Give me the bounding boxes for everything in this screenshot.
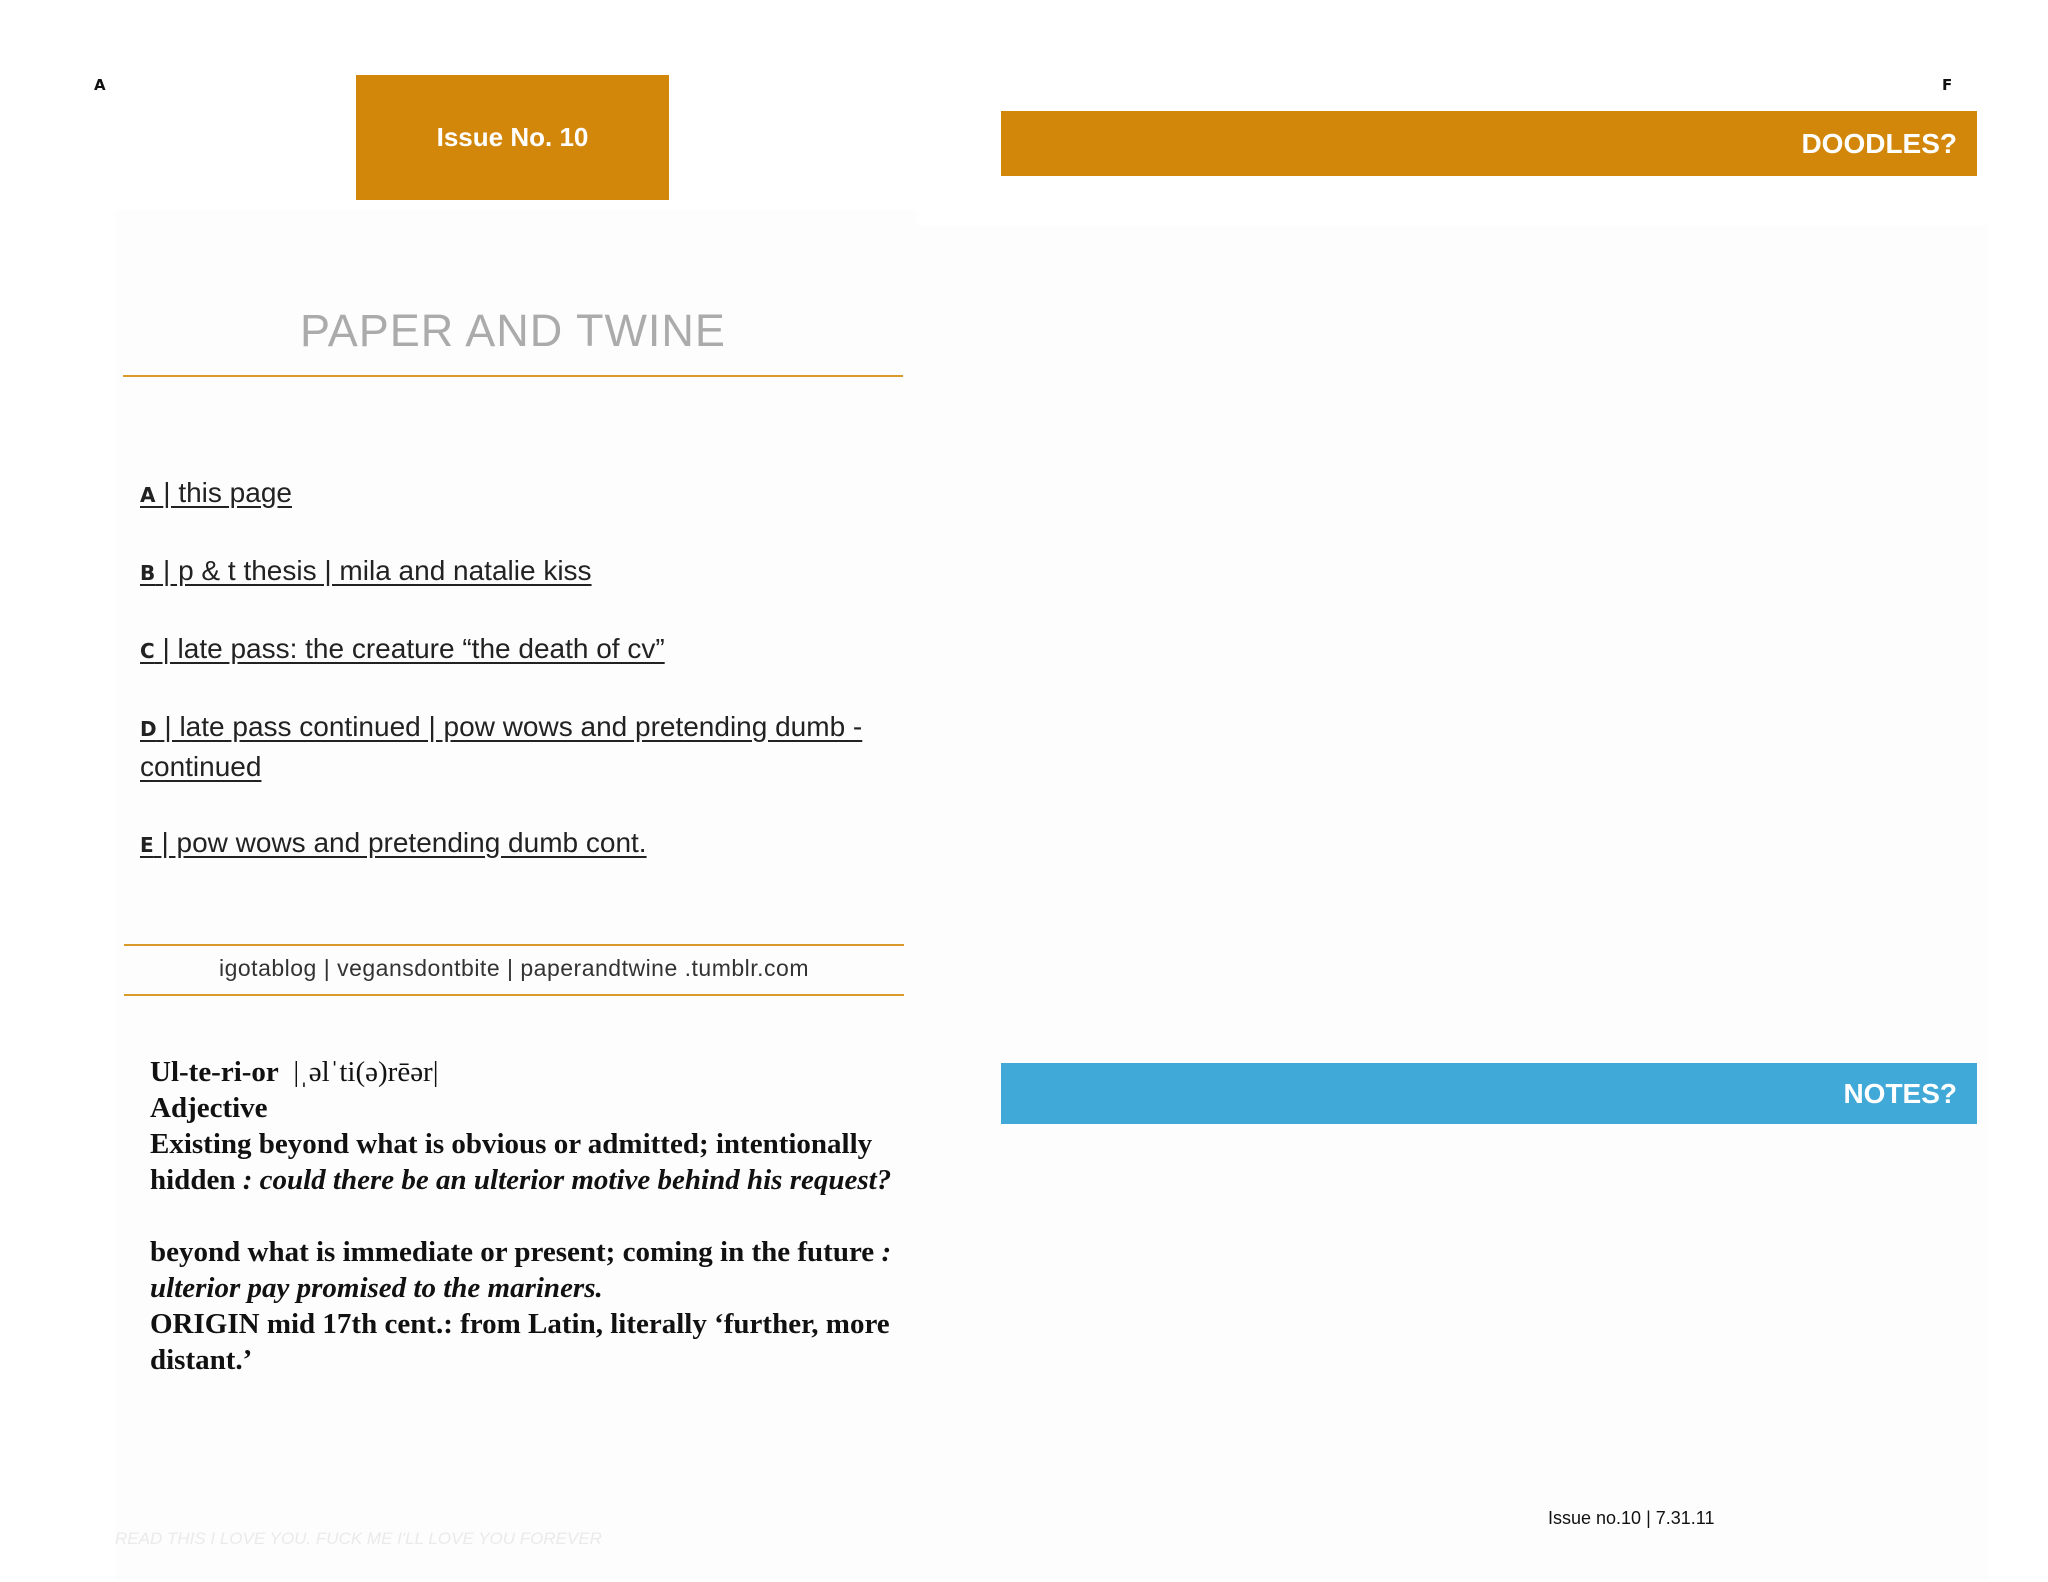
notes-bar (1001, 1063, 1977, 1124)
toc-letter: E (140, 833, 154, 857)
toc-text: | late pass: the creature “the death of cv” (162, 633, 665, 664)
definition-origin: ORIGIN mid 17th cent.: from Latin, literally ‘further, more distant.’ (150, 1308, 890, 1376)
definition-pronunciation: |ˌəlˈti(ə)rēər| (293, 1056, 439, 1088)
definition-example-2: : ulterior pay promised to the mariners. (150, 1236, 892, 1304)
toc-text: | late pass continued | pow wows and pretending dumb - continued (140, 711, 863, 782)
links-top-divider (124, 944, 904, 946)
toc-item-a[interactable] (140, 474, 900, 514)
notes-label: NOTES? (1843, 1077, 1957, 1109)
faint-footer-text: READ THIS I LOVE YOU. FUCK ME I'LL LOVE YOU FOREVER (115, 1529, 602, 1548)
corner-letter-right: F (1942, 76, 1953, 94)
toc-letter: B (140, 561, 156, 585)
toc-letter: D (140, 717, 157, 741)
toc-item-e[interactable] (140, 824, 900, 864)
toc-text: | p & t thesis | mila and natalie kiss (163, 555, 592, 586)
doodles-label: DOODLES? (1801, 127, 1957, 159)
definition-word: Ul-te-ri-or (150, 1056, 279, 1088)
issue-date-footer: Issue no.10 | 7.31.11 (1548, 1508, 1715, 1528)
definition-example-1: : could there be an ulterior motive behind his request? (242, 1164, 892, 1196)
toc-item-c[interactable] (140, 630, 900, 670)
title-divider (123, 375, 903, 377)
table-of-contents (140, 474, 900, 902)
toc-text: | pow wows and pretending dumb cont. (161, 827, 647, 858)
definition-sense-1: Existing beyond what is obvious or admitted; intentionally hidden (150, 1128, 873, 1196)
word-definition (150, 1054, 910, 1378)
toc-letter: A (140, 483, 156, 507)
definition-part-of-speech: Adjective (150, 1092, 268, 1124)
toc-letter: C (140, 639, 155, 663)
corner-letter-left: A (94, 76, 106, 94)
page-title: PAPER AND TWINE (300, 305, 726, 356)
toc-text: | this page (163, 477, 292, 508)
definition-sense-2: beyond what is immediate or present; coming in the future (150, 1236, 875, 1268)
toc-item-d[interactable] (140, 708, 900, 786)
doodles-bar (1001, 111, 1977, 176)
blog-links: igotablog | vegansdontbite | paperandtwine .tumblr.com (218, 955, 810, 981)
toc-item-b[interactable] (140, 552, 900, 592)
issue-badge (356, 75, 669, 200)
links-bottom-divider (124, 994, 904, 996)
issue-label: Issue No. 10 (436, 122, 589, 152)
